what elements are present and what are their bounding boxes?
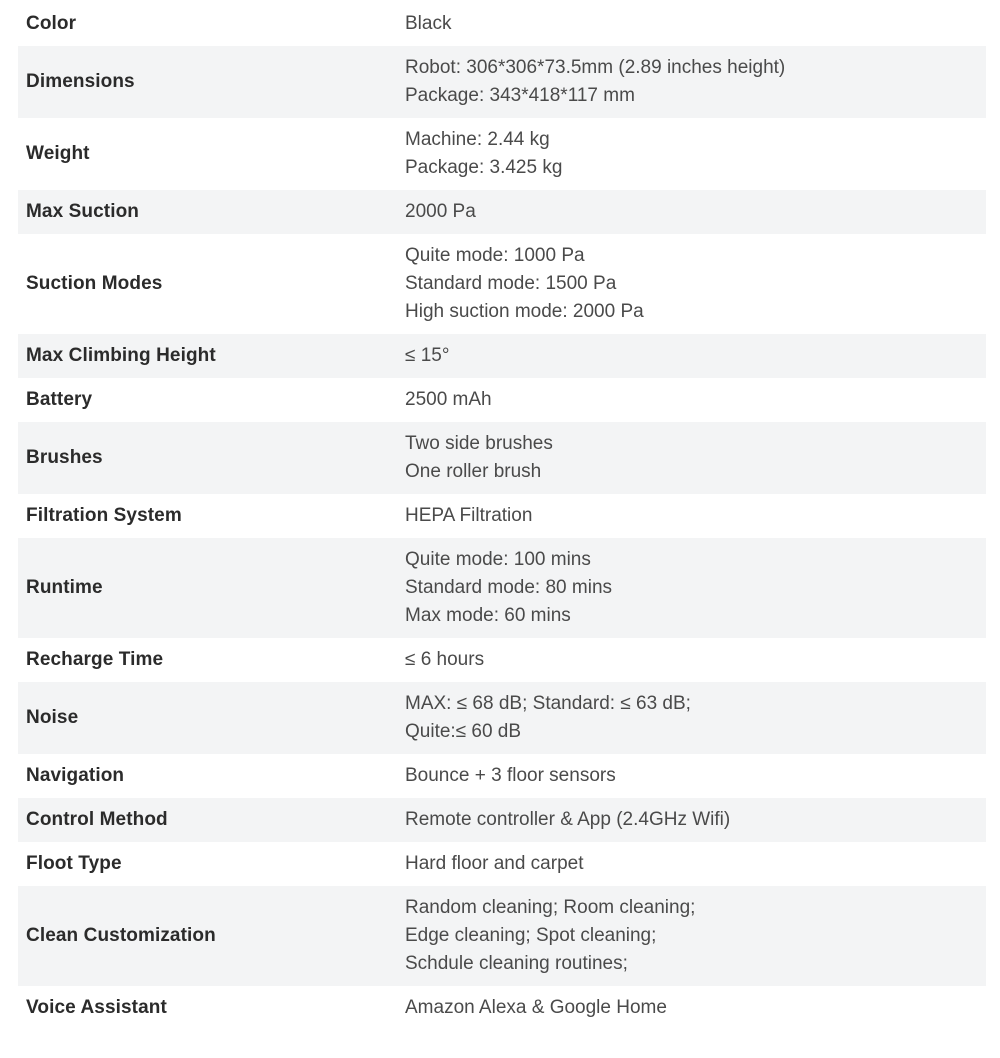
spec-value: [405, 2, 986, 46]
spec-label: Max Suction: [26, 201, 140, 222]
spec-value-line: Random cleaning; Room cleaning;: [405, 897, 696, 918]
spec-label: Battery: [26, 389, 93, 410]
spec-row-control-method: [18, 798, 986, 842]
spec-value-line: Package: 343*418*117 mm: [405, 85, 635, 106]
spec-value-line: Amazon Alexa & Google Home: [405, 997, 667, 1018]
spec-value: [405, 842, 986, 886]
spec-row-filtration-system: [18, 494, 986, 538]
spec-label: Max Climbing Height: [26, 345, 216, 366]
spec-row-brushes: [18, 422, 986, 494]
spec-label: Navigation: [26, 765, 125, 786]
spec-value-line: High suction mode: 2000 Pa: [405, 301, 644, 322]
spec-value-line: Quite:≤ 60 dB: [405, 721, 522, 742]
spec-row-runtime: [18, 538, 986, 638]
spec-value-line: Standard mode: 80 mins: [405, 577, 613, 598]
spec-value-line: Max mode: 60 mins: [405, 605, 571, 626]
spec-value-line: Robot: 306*306*73.5mm (2.89 inches height): [405, 57, 786, 78]
spec-row-suction-modes: [18, 234, 986, 334]
spec-row-max-suction: [18, 190, 986, 234]
spec-row-noise: [18, 682, 986, 754]
spec-value: [405, 538, 986, 638]
spec-value: [405, 986, 986, 1030]
spec-value-line: Remote controller & App (2.4GHz Wifi): [405, 809, 731, 830]
spec-value: [405, 190, 986, 234]
spec-label: Filtration System: [26, 505, 182, 526]
spec-value: [405, 494, 986, 538]
spec-value-line: Standard mode: 1500 Pa: [405, 273, 617, 294]
spec-row-battery: [18, 378, 986, 422]
spec-label: Voice Assistant: [26, 997, 167, 1018]
spec-value: [405, 234, 986, 334]
spec-value-line: Schdule cleaning routines;: [405, 953, 628, 974]
spec-row-clean-customization: [18, 886, 986, 986]
spec-row-color: [18, 2, 986, 46]
spec-value-line: Bounce + 3 floor sensors: [405, 765, 616, 786]
spec-value: [405, 682, 986, 754]
spec-value-line: MAX: ≤ 68 dB; Standard: ≤ 63 dB;: [405, 693, 691, 714]
spec-value-line: Edge cleaning; Spot cleaning;: [405, 925, 657, 946]
spec-value: [405, 798, 986, 842]
spec-row-recharge-time: [18, 638, 986, 682]
spec-label: Clean Customization: [26, 925, 216, 946]
spec-label: Noise: [26, 707, 79, 728]
spec-value-line: 2000 Pa: [405, 201, 476, 222]
spec-value-line: Two side brushes: [405, 433, 553, 454]
spec-row-navigation: [18, 754, 986, 798]
spec-label: Brushes: [26, 447, 103, 468]
spec-label: Weight: [26, 143, 90, 164]
spec-row-floot-type: [18, 842, 986, 886]
spec-value: [405, 378, 986, 422]
spec-value-line: ≤ 6 hours: [405, 649, 485, 670]
spec-label: Recharge Time: [26, 649, 164, 670]
spec-row-dimensions: [18, 46, 986, 118]
spec-label: Control Method: [26, 809, 168, 830]
spec-label: Dimensions: [26, 71, 135, 92]
spec-row-voice-assistant: [18, 986, 986, 1030]
spec-value-line: One roller brush: [405, 461, 542, 482]
spec-value: [405, 422, 986, 494]
spec-value: [405, 118, 986, 190]
spec-value-line: ≤ 15°: [405, 345, 450, 366]
spec-value-line: 2500 mAh: [405, 389, 492, 410]
spec-label: Floot Type: [26, 853, 122, 874]
spec-value: [405, 754, 986, 798]
spec-label: Runtime: [26, 577, 103, 598]
spec-value-line: Black: [405, 13, 452, 34]
spec-label: Suction Modes: [26, 273, 163, 294]
spec-row-weight: [18, 118, 986, 190]
spec-label: Color: [26, 13, 77, 34]
spec-value: [405, 638, 986, 682]
spec-row-max-climbing-height: [18, 334, 986, 378]
spec-value-line: Machine: 2.44 kg: [405, 129, 550, 150]
spec-value: [405, 886, 986, 986]
spec-value-line: Hard floor and carpet: [405, 853, 584, 874]
spec-value-line: HEPA Filtration: [405, 505, 533, 526]
spec-table: [18, 2, 986, 1030]
spec-value: [405, 46, 986, 118]
spec-value: [405, 334, 986, 378]
spec-value-line: Quite mode: 1000 Pa: [405, 245, 585, 266]
spec-value-line: Package: 3.425 kg: [405, 157, 563, 178]
spec-value-line: Quite mode: 100 mins: [405, 549, 591, 570]
